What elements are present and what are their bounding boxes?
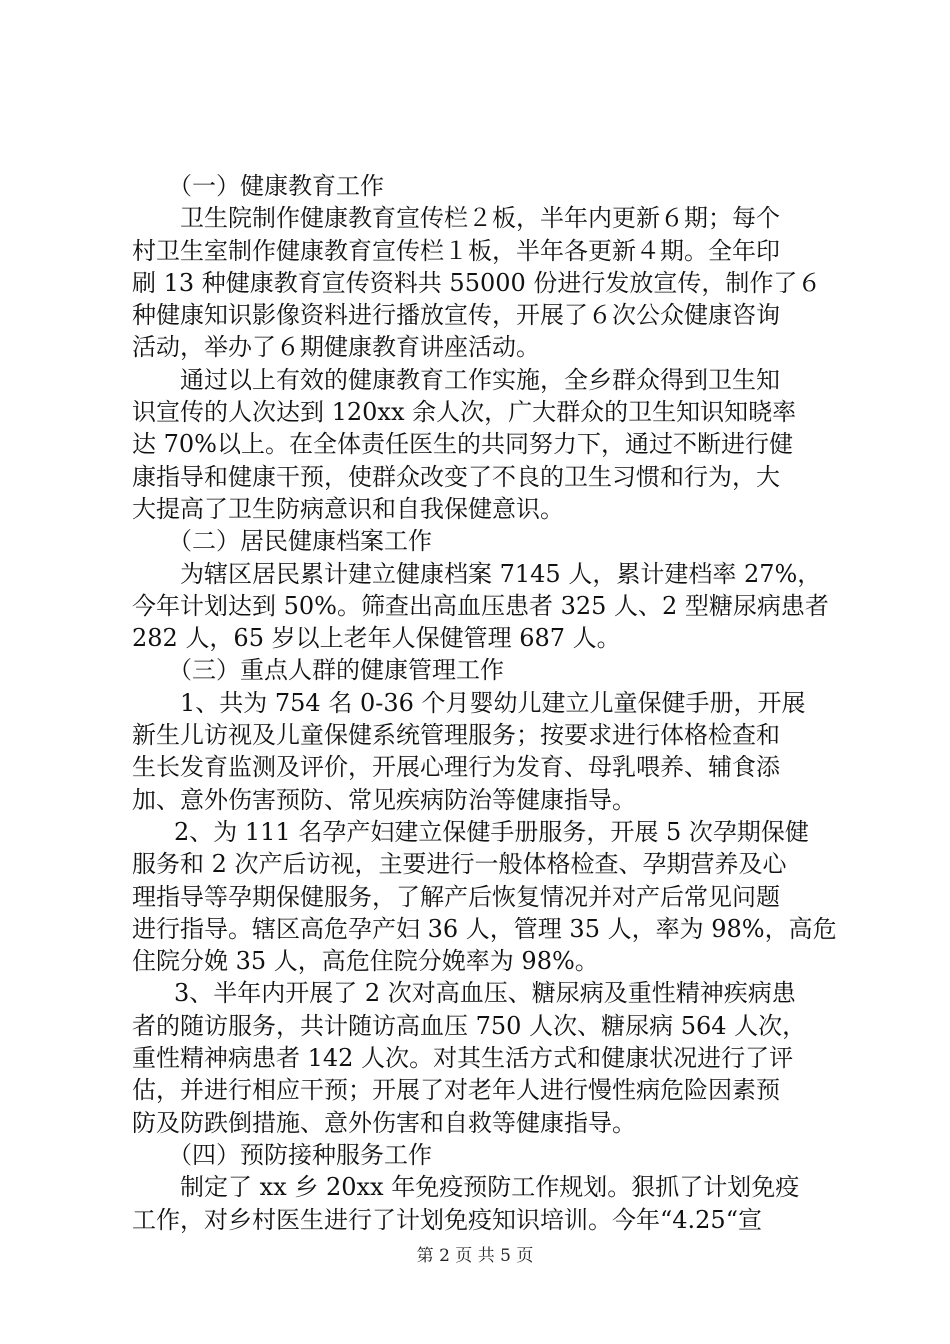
- paragraph-line: 者的随访服务，共计随访高血压 750 人次、糖尿病 564 人次，: [132, 1011, 807, 1040]
- paragraph-line: 理指导等孕期保健服务，了解产后恢复情况并对产后常见问题: [132, 882, 780, 911]
- paragraph-line: 刷 13 种健康教育宣传资料共 55000 份进行发放宣传，制作了６: [132, 268, 822, 297]
- section-heading-health-records: （二）居民健康档案工作: [168, 527, 432, 556]
- paragraph-line: 防及防跌倒措施、意外伤害和自救等健康指导。: [132, 1108, 636, 1137]
- paragraph-line: 服务和 2 次产后访视，主要进行一般体格检查、孕期营养及心: [132, 850, 787, 879]
- paragraph-line: 工作，对乡村医生进行了计划免疫知识培训。今年“4.25“宣: [132, 1205, 762, 1234]
- paragraph-line: 新生儿访视及儿童保健系统管理服务；按要求进行体格检查和: [132, 721, 780, 750]
- section-heading-health-education: （一）健康教育工作: [168, 172, 384, 200]
- paragraph-line: 活动，举办了６期健康教育讲座活动。: [132, 333, 540, 362]
- paragraph-line: 通过以上有效的健康教育工作实施，全乡群众得到卫生知: [180, 365, 780, 394]
- page-footer: 第 2 页 共 5 页: [416, 1246, 534, 1266]
- list-item-line: 3、半年内开展了 2 次对高血压、糖尿病及重性精神疾病患: [174, 979, 796, 1008]
- paragraph-line: 重性精神病患者 142 人次。对其生活方式和健康状况进行了评: [132, 1044, 794, 1073]
- document-body: [132, 170, 837, 1236]
- list-item-line: 1、共为 754 名 0-36 个月婴幼儿建立儿童保健手册，开展: [180, 688, 806, 717]
- paragraph-line: 今年计划达到 50%。筛查出高血压患者 325 人、2 型糖尿病患者: [132, 591, 829, 620]
- paragraph-line: 识宣传的人次达到 120xx 余人次，广大群众的卫生知识知晓率: [132, 398, 797, 427]
- paragraph-line: 为辖区居民累计建立健康档案 7145 人，累计建档率 27%，: [180, 559, 822, 588]
- paragraph-line: 加、意外伤害预防、常见疾病防治等健康指导。: [132, 785, 636, 814]
- paragraph-line: 进行指导。辖区高危孕产妇 36 人，管理 35 人，率为 98%，高危: [132, 914, 837, 943]
- paragraph-line: 卫生院制作健康教育宣传栏２板，半年内更新６期；每个: [180, 204, 780, 233]
- paragraph-line: 康指导和健康干预，使群众改变了不良的卫生习惯和行为，大: [132, 462, 780, 491]
- paragraph-line: 种健康知识影像资料进行播放宣传，开展了６次公众健康咨询: [132, 301, 780, 330]
- paragraph-line: 估，并进行相应干预；开展了对老年人进行慢性病危险因素预: [132, 1076, 780, 1105]
- paragraph-line: 大提高了卫生防病意识和自我保健意识。: [132, 494, 564, 523]
- list-item-line: 2、为 111 名孕产妇建立保健手册服务，开展 5 次孕期保健: [174, 817, 809, 846]
- paragraph-line: 住院分娩 35 人，高危住院分娩率为 98%。: [132, 947, 599, 976]
- paragraph-line: 村卫生室制作健康教育宣传栏１板，半年各更新４期。全年印: [132, 236, 780, 265]
- paragraph-line: 制定了 xx 乡 20xx 年免疫预防工作规划。狠抓了计划免疫: [180, 1173, 800, 1202]
- section-heading-immunization: （四）预防接种服务工作: [168, 1140, 432, 1169]
- section-heading-key-groups: （三）重点人群的健康管理工作: [168, 656, 504, 685]
- paragraph-line: 达 70%以上。在全体责任医生的共同努力下，通过不断进行健: [132, 430, 793, 459]
- paragraph-line: 生长发育监测及评价，开展心理行为发育、母乳喂养、辅食添: [132, 753, 780, 782]
- paragraph-line: 282 人，65 岁以上老年人保健管理 687 人。: [132, 624, 621, 653]
